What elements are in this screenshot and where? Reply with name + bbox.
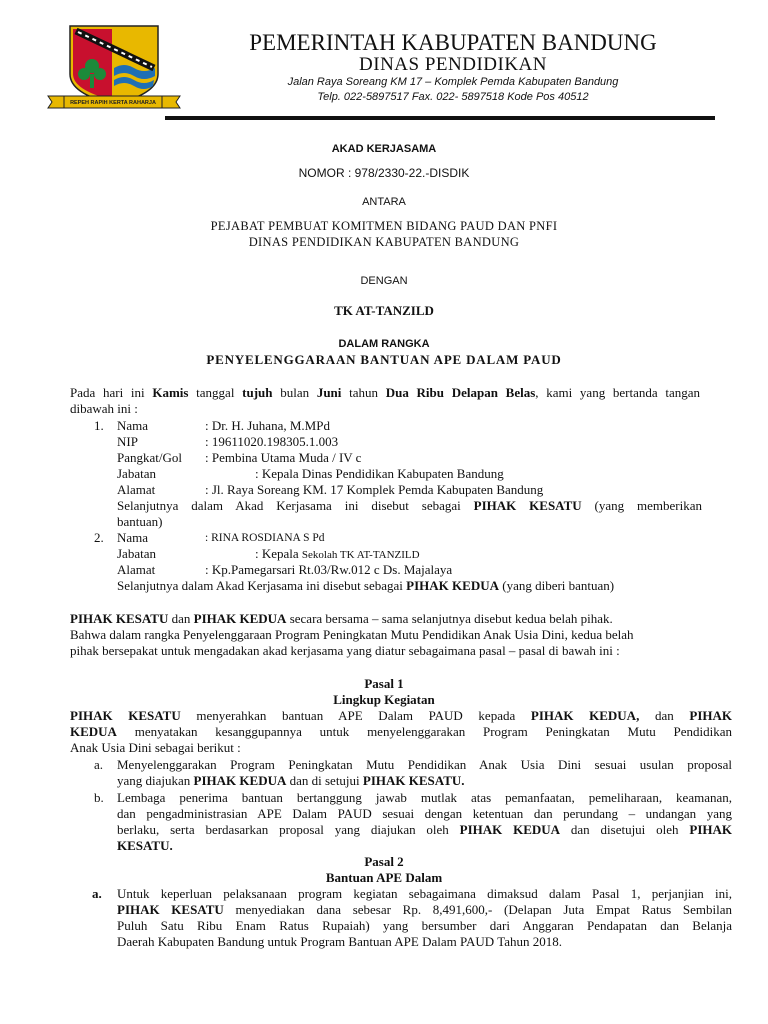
party-two-number: 2.: [94, 530, 104, 545]
pasal-1-item-a-line-2: [117, 773, 465, 789]
pasal-1-item-b-line-3: [117, 822, 732, 838]
pihak-kedua-label: PIHAK KEDUA: [406, 578, 499, 593]
party-one-title-line-2: DINAS PENDIDIKAN KABUPATEN BANDUNG: [248, 235, 520, 249]
intro-day: Kamis: [152, 385, 189, 400]
pihak-kedua-label: PIHAK KEDUA: [459, 822, 561, 837]
dengan-label: DENGAN: [360, 275, 408, 287]
letterhead-rule-thick: [165, 116, 715, 120]
party-one-nip-label: NIP: [117, 434, 138, 449]
pihak-kesatu-label: PIHAK KESATU: [70, 611, 169, 626]
pihak-kesatu-label: PIHAK KESATU.: [362, 773, 465, 788]
agreement-subject: PENYELENGGARAAN BANTUAN APE DALAM PAUD: [206, 352, 562, 367]
party-two-position: [255, 546, 420, 563]
pasal-2-line-3: Puluh Satu Ribu Enam Ratus Rupaiah) yang bersumber dari Anggaran Pendapatan dan Belanja: [117, 918, 732, 933]
agreement-number-text: NOMOR : 978/2330-22.-DISDIK: [298, 166, 470, 180]
pasal-2-heading: Pasal 2: [364, 854, 404, 869]
pasal-1-item-text: yang diajukan: [117, 773, 194, 788]
party-two-designation: [117, 578, 614, 594]
pihak-kedua-label: PIHAK KEDUA,: [530, 708, 640, 723]
intro-text: Pada hari ini: [70, 385, 153, 400]
party-one-address: : Jl. Raya Soreang KM. 17 Komplek Pemda Kabupaten Bandung: [205, 482, 544, 497]
kesatu-label: KESATU.: [117, 838, 173, 853]
party-two-name: : RINA ROSDIANA S Pd: [205, 532, 325, 544]
pasal-1-item-text: dan disetujui oleh: [560, 822, 690, 837]
party-two-name-label: Nama: [117, 530, 149, 545]
intro-date: tujuh: [242, 385, 273, 400]
party-one-nip: : 19611020.198305.1.003: [205, 434, 339, 449]
party-two-title: TK AT-TANZILD: [334, 303, 434, 318]
pasal-2-subheading: Bantuan APE Dalam: [325, 870, 443, 885]
dalam-rangka-label: DALAM RANGKA: [338, 338, 430, 350]
party-one-designation-text: (yang memberikan: [581, 498, 703, 513]
pasal-1-item-b-line-2: dan pengadministrasian APE Dalam PAUD sesuai dengan ketentuan dan perundang – undangan yang: [117, 806, 732, 821]
pihak-kesatu-label: PIHAK KESATU: [70, 708, 181, 723]
pasal-1-line-3: Anak Usia Dini sebagai berikut :: [70, 740, 241, 755]
pasal-1-item-text: berlaku, serta berdasarkan proposal yang diajukan oleh: [117, 822, 460, 837]
party-one-address-label: Alamat: [117, 482, 156, 497]
pasal-1-text: dan: [639, 708, 690, 723]
pasal-1-heading: Pasal 1: [364, 676, 404, 691]
intro-text: bulan: [272, 385, 317, 400]
intro-text: tahun: [341, 385, 386, 400]
pihak-kesatu-label: PIHAK KESATU: [473, 498, 582, 513]
letterhead-address: Jalan Raya Soreang KM 17 – Komplek Pemda Kabupaten Bandung: [287, 76, 619, 88]
kedua-label: KEDUA: [70, 724, 117, 739]
pasal-1-text: menyatakan kesanggupannya untuk menyelenggarakan Program Peningkatan Mutu Pendidikan: [116, 724, 732, 739]
party-one-rank-label: Pangkat/Gol: [117, 450, 182, 465]
pihak-label: PIHAK: [689, 822, 732, 837]
party-two-address: : Kp.Pamegarsari Rt.03/Rw.012 c Ds. Majalaya: [205, 562, 453, 577]
party-one-position-label: Jabatan: [117, 466, 156, 481]
intro-text: tanggal: [188, 385, 243, 400]
agreement-number: [0, 166, 768, 181]
intro-text: , kami yang bertanda tangan: [535, 385, 701, 400]
party-two-designation-text: (yang diberi bantuan): [498, 578, 615, 593]
pasal-2-line-2: [117, 902, 732, 918]
letterhead-phone: Telp. 022-5897517 Fax. 022- 5897518 Kode Pos 40512: [317, 91, 589, 103]
pasal-1-subheading: Lingkup Kegiatan: [333, 692, 435, 707]
pihak-kedua-label: PIHAK KEDUA: [193, 773, 287, 788]
party-two-address-label: Alamat: [117, 562, 156, 577]
department-name: DINAS PENDIDIKAN: [359, 54, 547, 75]
party-two-school: Sekolah TK AT-TANZILD: [301, 549, 420, 561]
party-one-title-line-1: PEJABAT PEMBUAT KOMITMEN BIDANG PAUD DAN PNFI: [210, 219, 558, 233]
pasal-1-line-1: [70, 708, 732, 724]
party-one-designation: [117, 498, 702, 514]
party-two-position-label: Jabatan: [117, 546, 156, 561]
pihak-label: PIHAK: [689, 708, 732, 723]
pihak-kesatu-label: PIHAK KESATU: [117, 902, 224, 917]
pasal-1-item-b-line-1: Lembaga penerima bantuan bertanggung jawab mutlak atas pemanfaatan, pemeliharaan, keamanan,: [117, 790, 732, 805]
pasal-2-text: menyediakan dana sebesar Rp. 8,491,600,- (Delapan Juta Empat Ratus Sembilan: [223, 902, 732, 917]
party-two-designation-text: Selanjutnya dalam Akad Kerjasama ini disebut sebagai: [117, 578, 407, 593]
party-one-number: 1.: [94, 418, 104, 433]
party-one-designation-cont: bantuan): [117, 514, 163, 529]
pasal-2-line-4: Daerah Kabupaten Bandung untuk Program Bantuan APE Dalam PAUD Tahun 2018.: [117, 934, 562, 949]
pasal-2-line-1: Untuk keperluan pelaksanaan program kegiatan sebagaimana dimaksud dalam Pasal 1, perjanjian ini,: [117, 886, 732, 901]
party-one-rank: : Pembina Utama Muda / IV c: [205, 450, 362, 465]
party-one-name-label: Nama: [117, 418, 149, 433]
pasal-1-item-b-line-4: [117, 838, 173, 854]
party-one-designation-text: Selanjutnya dalam Akad Kerjasama ini disebut sebagai: [117, 498, 474, 513]
antara-label: ANTARA: [362, 196, 406, 208]
pasal-1-item-a-line-1: Menyelenggarakan Program Peningkatan Mutu Pendidikan Anak Usia Dini sesuai usulan proposal: [117, 757, 732, 772]
pasal-1-item-text: dan di setujui: [286, 773, 363, 788]
joint-text: dan: [168, 611, 194, 626]
intro-line-1: [70, 385, 700, 401]
pasal-1-line-2: [70, 724, 732, 740]
emblem-ribbon-text: REPEH RAPIH KERTA RAHARJA: [70, 100, 156, 106]
intro-year: Dua Ribu Delapan Belas: [385, 385, 536, 400]
pasal-1-item-a-label: a.: [94, 757, 104, 772]
pasal-2-item-a-label: a.: [92, 886, 102, 901]
government-name: PEMERINTAH KABUPATEN BANDUNG: [249, 30, 657, 55]
purpose-line-2: pihak bersepakat untuk mengadakan akad kerjasama yang diatur sebagaimana pasal – pasal di bawah ini :: [70, 643, 620, 658]
intro-month: Juni: [316, 385, 342, 400]
pihak-kedua-label: PIHAK KEDUA: [193, 611, 287, 626]
purpose-line-1: Bahwa dalam rangka Penyelenggaraan Program Peningkatan Mutu Pendidikan Anak Usia Dini, kedua belah: [70, 627, 634, 642]
pasal-1-item-b-label: b.: [94, 790, 104, 805]
party-one-position: : Kepala Dinas Pendidikan Kabupaten Bandung: [255, 466, 504, 481]
joint-text: secara bersama – sama selanjutnya disebut kedua belah pihak.: [286, 611, 613, 626]
party-one-name: : Dr. H. Juhana, M.MPd: [205, 418, 330, 433]
intro-line-2: dibawah ini :: [70, 401, 138, 416]
joint-parties-line: [70, 611, 613, 627]
party-two-position-text: : Kepala: [255, 546, 302, 561]
agreement-title: AKAD KERJASAMA: [331, 143, 437, 155]
pasal-1-text: menyerahkan bantuan APE Dalam PAUD kepada: [180, 708, 531, 723]
